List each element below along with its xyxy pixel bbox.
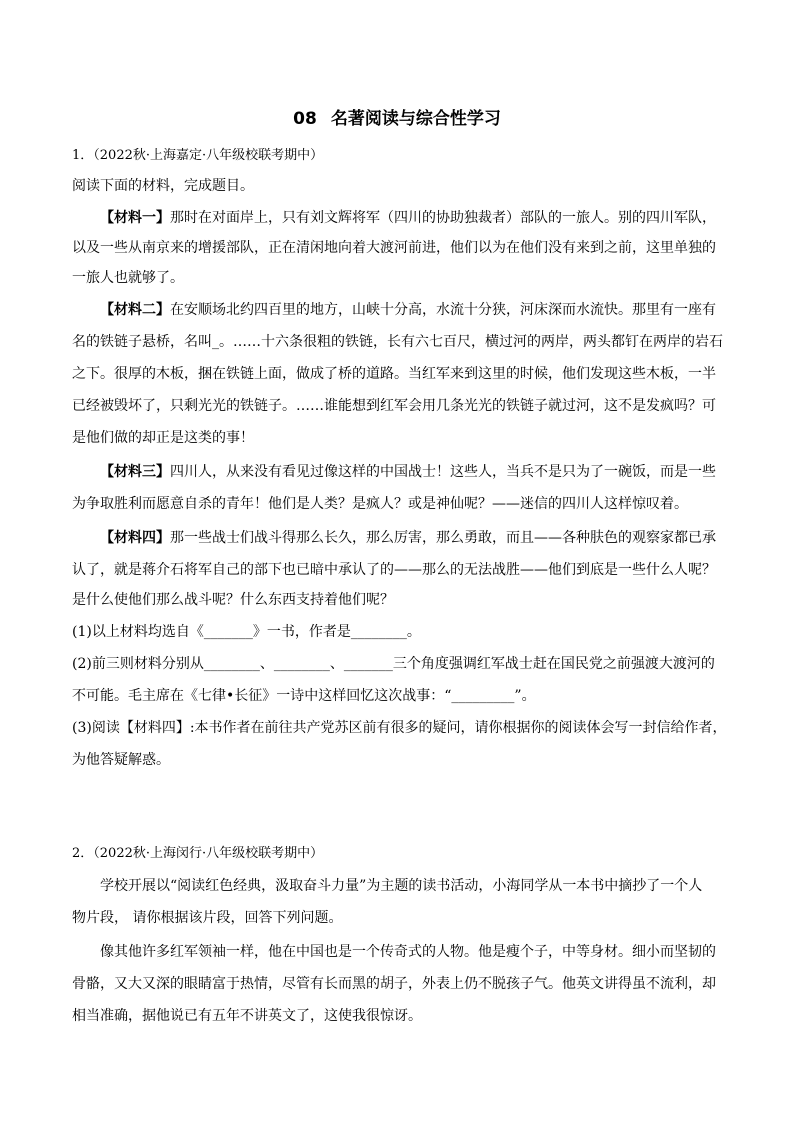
material-3-label: 【材料三】 — [100, 464, 170, 480]
material-4-label: 【材料四】 — [100, 530, 170, 546]
material-2-label: 【材料二】 — [100, 302, 170, 318]
q2-intro-line-1: 学校开展以“阅读红色经典，汲取奋斗力量”为主题的读书活动，小海同学从一本书中摘抄了一个人 — [100, 878, 703, 894]
material-2-line-4: 已经被毁坏了，只剩光光的铁链子。……谁能想到红军会用几条光光的铁链子就过河，这不是发疯吗？可 — [72, 398, 716, 414]
material-1-line-1: 【材料一】那时在对面岸上，只有刘文辉将军（四川的协助独裁者）部队的一旅人。别的四川军队， — [100, 210, 716, 226]
q1-sub-2-line-1: (2)前三则材料分别从________、________、_______三个角度强调红军战士赶在国民党之前强渡大渡河的 — [72, 656, 715, 672]
material-2-line-3: 之下。很厚的木板，捆在铁链上面，做成了桥的道路。当红军来到这里的时候，他们发现这些木板，一半 — [72, 366, 716, 382]
title-number: 08 — [293, 109, 317, 129]
material-1-label: 【材料一】 — [100, 210, 170, 226]
q1-sub-3-line-1: (3)阅读【材料四】:本书作者在前往共产党苏区前有很多的疑问，请你根据你的阅读体会写一封信给作者， — [72, 720, 727, 736]
material-2-line-5: 是他们做的却正是这类的事！ — [72, 430, 254, 446]
title-text: 名著阅读与综合性学习 — [330, 109, 501, 129]
material-1-line-2: 以及一些从南京来的增援部队，正在清闲地向着大渡河前进，他们以为在他们没有来到之前，这里单独的 — [72, 240, 716, 256]
q2-header: 2．（2022秋·上海闵行·八年级校联考期中） — [72, 846, 324, 861]
material-4-line-2: 认了，就是蒋介石将军自己的部下也已暗中承认了的——那么的无法战胜——他们到底是一些什么人呢？ — [72, 562, 716, 578]
material-3-line-2: 为争取胜利而愿意自杀的青年！他们是人类？是疯人？或是神仙呢？——迷信的四川人这样惊叹着。 — [72, 496, 688, 512]
page-title — [0, 104, 794, 129]
q1-sub-3-line-2: 为他答疑解惑。 — [72, 752, 170, 768]
q1-sub-2-line-2: 不可能。毛主席在《七律•长征》一诗中这样回忆这次战事：“_________”。 — [72, 688, 536, 704]
q2-passage-line-1: 像其他许多红军领袖一样，他在中国也是一个传奇式的人物。他是瘦个子，中等身材。细小而坚韧的 — [100, 944, 716, 960]
material-1-line-3: 一旅人也就够了。 — [72, 270, 184, 286]
q2-intro-line-2: 物片段， 请你根据该片段，回答下列问题。 — [72, 910, 343, 926]
material-3-line-1: 【材料三】四川人，从来没有看见过像这样的中国战士！这些人，当兵不是只为了一碗饭，而是一些 — [100, 464, 716, 480]
q2-passage-line-2: 骨骼，又大又深的眼睛富于热情，尽管有长而黑的胡子，外表上仍不脱孩子气。他英文讲得虽不流利，却 — [72, 976, 716, 992]
q1-sub-1: (1)以上材料均选自《_______》一书，作者是________。 — [72, 624, 421, 640]
q1-header: 1．（2022秋·上海嘉定·八年级校联考期中） — [72, 148, 324, 163]
material-2-line-1: 【材料二】在安顺场北约四百里的地方，山峡十分高，水流十分狭，河床深而水流快。那里有一座有 — [100, 302, 716, 318]
material-4-line-1: 【材料四】那一些战士们战斗得那么长久，那么厉害，那么勇敢，而且——各种肤色的观察家都已承 — [100, 530, 716, 546]
q2-passage-line-3: 相当准确，据他说已有五年不讲英文了，这使我很惊讶。 — [72, 1008, 422, 1024]
q1-instruction: 阅读下面的材料，完成题目。 — [72, 178, 254, 194]
material-2-line-2: 名的铁链子悬桥，名叫_。……十六条很粗的铁链，长有六七百尺，横过河的两岸，两头都钉在两岸的岩石 — [72, 334, 723, 350]
material-4-line-3: 是什么使他们那么战斗呢？什么东西支持着他们呢？ — [72, 592, 394, 608]
